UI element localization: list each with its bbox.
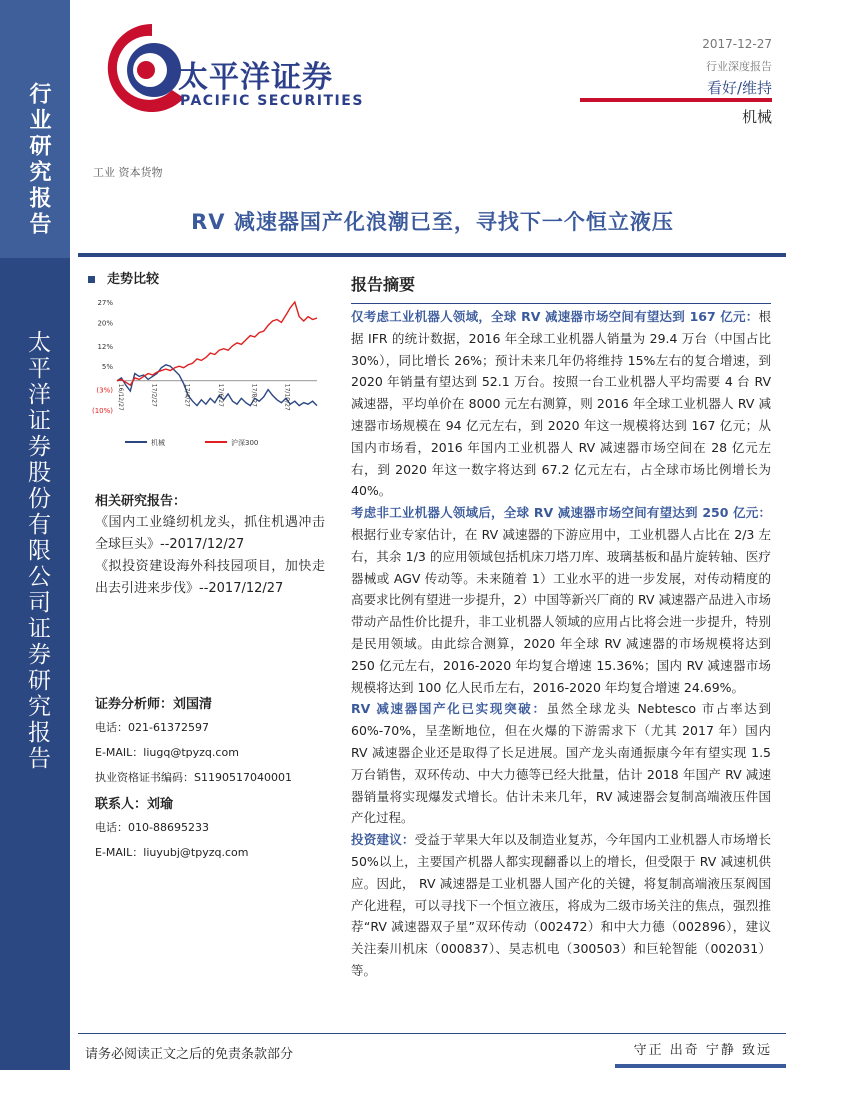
sidebar-company: 太平洋证券股份有限公司证券研究报告: [24, 330, 50, 772]
contact-phone: 电话：010-88695233: [95, 821, 209, 834]
summary-divider: [351, 303, 771, 304]
logo-name-cn: 太平洋证券: [178, 60, 333, 95]
paragraph-text: 根据 IFR 的统计数据，2016 年全球工业机器人销量为 29.4 万台（中国占比 30%），同比增长 26%；预计未来几年仍将维持 15%左右的复合增速，到 2020 年销量有望达到 52.1 万台。按照一台工业机器人平均需要 4 台 RV 减速器，平均单价在 8000 元左右测算，则 2016 年全球工业机器人 RV 减速器市场规模在 94 亿元左右，到 2020 年这一规模将达到 167 亿元；从国内市场看，2016 年国内工业机器人 RV 减速器市场空间在 28 亿元左右，到 2020 年这一数字将达到 67.2 亿元左右，占全球市场比例增长为 40%。: [351, 309, 771, 499]
trend-chart: [85, 292, 325, 452]
sector: 机械: [741, 108, 772, 126]
x-tick-label: 17/2/27: [150, 383, 158, 407]
summary-paragraph: [351, 306, 771, 502]
report-title: RV 减速器国产化浪潮已至，寻找下一个恒立液压: [191, 210, 674, 234]
summary-heading: 报告摘要: [351, 275, 416, 294]
related-report-2[interactable]: 《拟投资建设海外科技园项目，加快走出去引进来步伐》--2017/12/27: [95, 559, 325, 596]
related-heading: 相关研究报告：: [95, 494, 187, 509]
footer-accent-bar: [615, 1064, 786, 1068]
footer-disclaimer: 请务必阅读正文之后的免责条款部分: [85, 1047, 294, 1062]
summary-paragraph: [351, 698, 771, 829]
analyst-phone: 电话：021-61372597: [95, 721, 209, 734]
y-tick-label: (10%): [91, 407, 113, 415]
bullet-square-icon: [88, 276, 95, 283]
title-divider: [78, 253, 786, 257]
legend-label: 沪深300: [231, 439, 259, 447]
sidebar: [0, 0, 70, 1100]
report-date: 2017-12-27: [702, 37, 772, 51]
paragraph-text: 根据行业专家估计，在 RV 减速器的下游应用中，工业机器人占比在 2/3 左右，其余 1/3 的应用领域包括机床刀塔刀库、玻璃基板和晶片旋转轴、医疗器械或 AGV 传动等。未来随着 1）工业水平的进一步发展，对传动精度的高要求比例有望进一步提升，2）中国等新兴厂商的 RV 减速器产品进入市场带动产品性价比提升，非工业机器人领域的应用占比将会进一步提升，特别是民用领域。由此综合测算，2020 年全球 RV 减速器的市场规模将达到 250 亿元左右，2016-2020 年均复合增速 15.36%；国内 RV 减速器市场规模将达到 100 亿人民币左右，2016-2020 年均复合增速 24.69%。: [351, 526, 771, 695]
paragraph-lead: 投资建议：: [351, 832, 415, 848]
report-kind: 行业深度报告: [706, 60, 772, 73]
footer-motto: 守正 出奇 宁静 致远: [633, 1043, 772, 1058]
x-tick-label: 17/6/27: [217, 383, 224, 407]
paragraph-lead: 仅考虑工业机器人领域，全球 RV 减速器市场空间有望达到 167 亿元：: [351, 309, 759, 324]
related-report-1[interactable]: 《国内工业缝纫机龙头，抓住机遇冲击全球巨头》--2017/12/27: [95, 515, 325, 552]
paragraph-lead: 考虑非工业机器人领域后，全球 RV 减速器市场空间有望达到 250 亿元：: [351, 505, 771, 521]
series-line: [117, 302, 317, 385]
summary-body: [351, 306, 771, 982]
analyst-cert: 执业资格证书编码：S1190517040001: [95, 771, 292, 784]
y-tick-label: 5%: [101, 363, 113, 372]
contact-email[interactable]: E-MAIL：liuyubj@tpyzq.com: [95, 846, 249, 859]
x-tick-label: 17/8/27: [250, 383, 258, 407]
x-tick-label: 16/12/27: [117, 383, 124, 411]
y-tick-label: 12%: [97, 342, 113, 351]
trend-heading: [88, 268, 159, 287]
y-tick-label: 20%: [97, 319, 113, 328]
x-tick-label: 17/4/27: [183, 383, 191, 407]
y-tick-label: 27%: [97, 299, 113, 307]
y-tick-label: (3%): [96, 386, 113, 395]
analyst-heading: 证券分析师：刘国清: [95, 697, 213, 712]
paragraph-text: 受益于苹果大年以及制造业复苏，今年国内工业机器人市场增长 50%以上，主要国产机器人都实现翻番以上的增长，但受限于 RV 减速机供应。因此， RV 减速器是工业机器人国产化的关键，将复制高端液压泵阀国产化进程，可以寻找下一个恒立液压，将成为二级市场关注的焦点，强烈推荐“RV 减速器双子星”双环传动（002472）和中大力德（002896），建议关注秦川机床（000837）、昊志机电（300503）和巨轮智能（002031）等。: [351, 832, 771, 978]
sidebar-report-type: 行业研究报告: [26, 82, 51, 238]
paragraph-lead: RV 减速器国产化已实现突破：: [351, 701, 547, 717]
category: 工业 资本货物: [93, 166, 163, 179]
rating-divider: [580, 98, 772, 102]
rating: 看好/维持: [706, 79, 772, 97]
summary-paragraph: [351, 829, 771, 982]
trend-heading-label: 走势比较: [107, 272, 160, 287]
analyst-email[interactable]: E-MAIL：liugq@tpyzq.com: [95, 746, 239, 759]
paragraph-text: 虽然全球龙头 Nebtesco 市占率达到 60%-70%，呈垄断地位，但在火爆的下游需求下（尤其 2017 年）国内 RV 减速器企业还是取得了长足进展。国产龙头南通振康今年有望实现 1.5 万台销售，双环传动、中大力德等已经大批量，估计 2018 年国产 RV 减速器销量将实现爆发式增长。估计未来几年，RV 减速器会复制高端液压件国产化过程。: [351, 701, 771, 826]
contact-heading: 联系人：刘瑜: [95, 797, 174, 812]
logo-name-en: PACIFIC SECURITIES: [180, 93, 364, 109]
footer-divider: [78, 1033, 786, 1034]
x-tick-label: 17/10/27: [283, 383, 291, 411]
summary-paragraph: [351, 502, 771, 698]
legend-label: 机械: [151, 439, 165, 447]
